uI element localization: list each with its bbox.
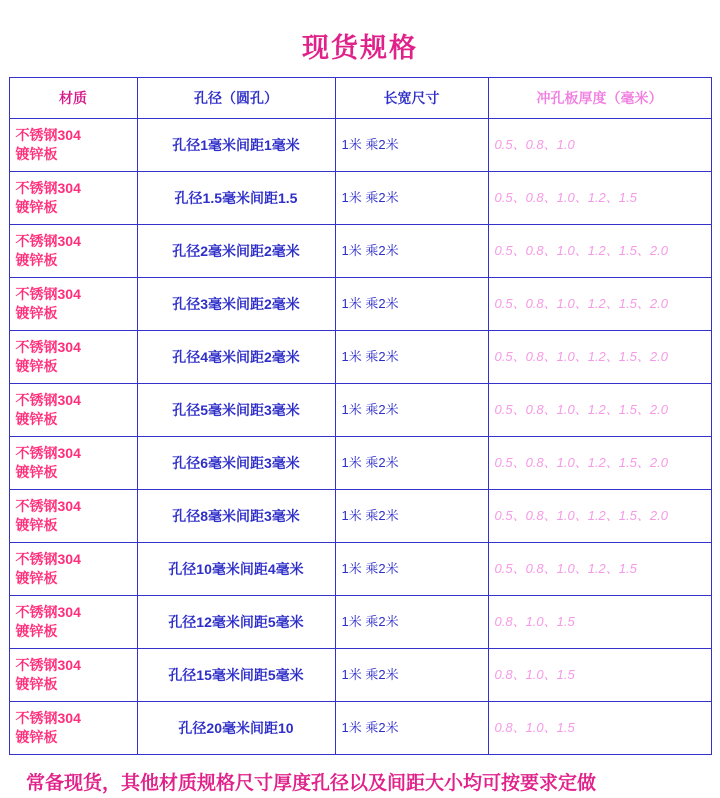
cell-material: 不锈钢304 镀锌板 <box>9 490 137 543</box>
cell-hole-diameter: 孔径5毫米间距3毫米 <box>137 384 335 437</box>
table-row <box>9 225 711 278</box>
cell-thickness: 0.5、0.8、1.0、1.2、1.5 <box>488 543 711 596</box>
cell-sheet-size: 1米 乘2米 <box>335 596 488 649</box>
cell-thickness: 0.8、1.0、1.5 <box>488 702 711 755</box>
cell-sheet-size: 1米 乘2米 <box>335 543 488 596</box>
cell-hole-diameter: 孔径12毫米间距5毫米 <box>137 596 335 649</box>
cell-hole-diameter: 孔径1.5毫米间距1.5 <box>137 172 335 225</box>
cell-hole-diameter: 孔径15毫米间距5毫米 <box>137 649 335 702</box>
table-body <box>9 119 711 755</box>
cell-sheet-size: 1米 乘2米 <box>335 225 488 278</box>
cell-thickness: 0.5、0.8、1.0、1.2、1.5、2.0 <box>488 384 711 437</box>
table-row <box>9 649 711 702</box>
cell-sheet-size: 1米 乘2米 <box>335 437 488 490</box>
cell-sheet-size: 1米 乘2米 <box>335 384 488 437</box>
cell-hole-diameter: 孔径20毫米间距10 <box>137 702 335 755</box>
cell-thickness: 0.5、0.8、1.0、1.2、1.5 <box>488 172 711 225</box>
table-row <box>9 331 711 384</box>
table-head <box>9 78 711 119</box>
table-row <box>9 490 711 543</box>
cell-hole-diameter: 孔径6毫米间距3毫米 <box>137 437 335 490</box>
cell-material: 不锈钢304 镀锌板 <box>9 384 137 437</box>
cell-sheet-size: 1米 乘2米 <box>335 649 488 702</box>
table-row <box>9 172 711 225</box>
cell-thickness: 0.5、0.8、1.0、1.2、1.5、2.0 <box>488 278 711 331</box>
cell-sheet-size: 1米 乘2米 <box>335 278 488 331</box>
column-header-sheet-size: 长宽尺寸 <box>335 78 488 119</box>
cell-thickness: 0.5、0.8、1.0、1.2、1.5、2.0 <box>488 225 711 278</box>
cell-hole-diameter: 孔径10毫米间距4毫米 <box>137 543 335 596</box>
cell-hole-diameter: 孔径1毫米间距1毫米 <box>137 119 335 172</box>
cell-sheet-size: 1米 乘2米 <box>335 331 488 384</box>
footer-note: 常备现货，其他材质规格尺寸厚度孔径以及间距大小均可按要求定做 <box>26 773 597 794</box>
cell-sheet-size: 1米 乘2米 <box>335 702 488 755</box>
cell-material: 不锈钢304 镀锌板 <box>9 119 137 172</box>
cell-sheet-size: 1米 乘2米 <box>335 119 488 172</box>
table-row <box>9 437 711 490</box>
cell-material: 不锈钢304 镀锌板 <box>9 437 137 490</box>
table-row <box>9 384 711 437</box>
table-header-row <box>9 78 711 119</box>
cell-thickness: 0.5、0.8、1.0、1.2、1.5、2.0 <box>488 437 711 490</box>
cell-thickness: 0.8、1.0、1.5 <box>488 649 711 702</box>
cell-material: 不锈钢304 镀锌板 <box>9 543 137 596</box>
cell-sheet-size: 1米 乘2米 <box>335 172 488 225</box>
table-row <box>9 596 711 649</box>
table-row <box>9 119 711 172</box>
table-row <box>9 278 711 331</box>
cell-thickness: 0.8、1.0、1.5 <box>488 596 711 649</box>
cell-material: 不锈钢304 镀锌板 <box>9 278 137 331</box>
cell-thickness: 0.5、0.8、1.0、1.2、1.5、2.0 <box>488 490 711 543</box>
table-row <box>9 543 711 596</box>
cell-thickness: 0.5、0.8、1.0 <box>488 119 711 172</box>
cell-thickness: 0.5、0.8、1.0、1.2、1.5、2.0 <box>488 331 711 384</box>
cell-sheet-size: 1米 乘2米 <box>335 490 488 543</box>
cell-hole-diameter: 孔径3毫米间距2毫米 <box>137 278 335 331</box>
table-row <box>9 702 711 755</box>
cell-material: 不锈钢304 镀锌板 <box>9 702 137 755</box>
cell-hole-diameter: 孔径4毫米间距2毫米 <box>137 331 335 384</box>
column-header-hole-diameter: 孔径（圆孔） <box>137 78 335 119</box>
cell-material: 不锈钢304 镀锌板 <box>9 331 137 384</box>
cell-hole-diameter: 孔径8毫米间距3毫米 <box>137 490 335 543</box>
cell-material: 不锈钢304 镀锌板 <box>9 172 137 225</box>
page-title: 现货规格 <box>302 33 418 63</box>
cell-hole-diameter: 孔径2毫米间距2毫米 <box>137 225 335 278</box>
cell-material: 不锈钢304 镀锌板 <box>9 649 137 702</box>
cell-material: 不锈钢304 镀锌板 <box>9 225 137 278</box>
column-header-thickness: 冲孔板厚度（毫米） <box>488 78 711 119</box>
spec-table <box>9 77 712 755</box>
column-header-material: 材质 <box>9 78 137 119</box>
cell-material: 不锈钢304 镀锌板 <box>9 596 137 649</box>
